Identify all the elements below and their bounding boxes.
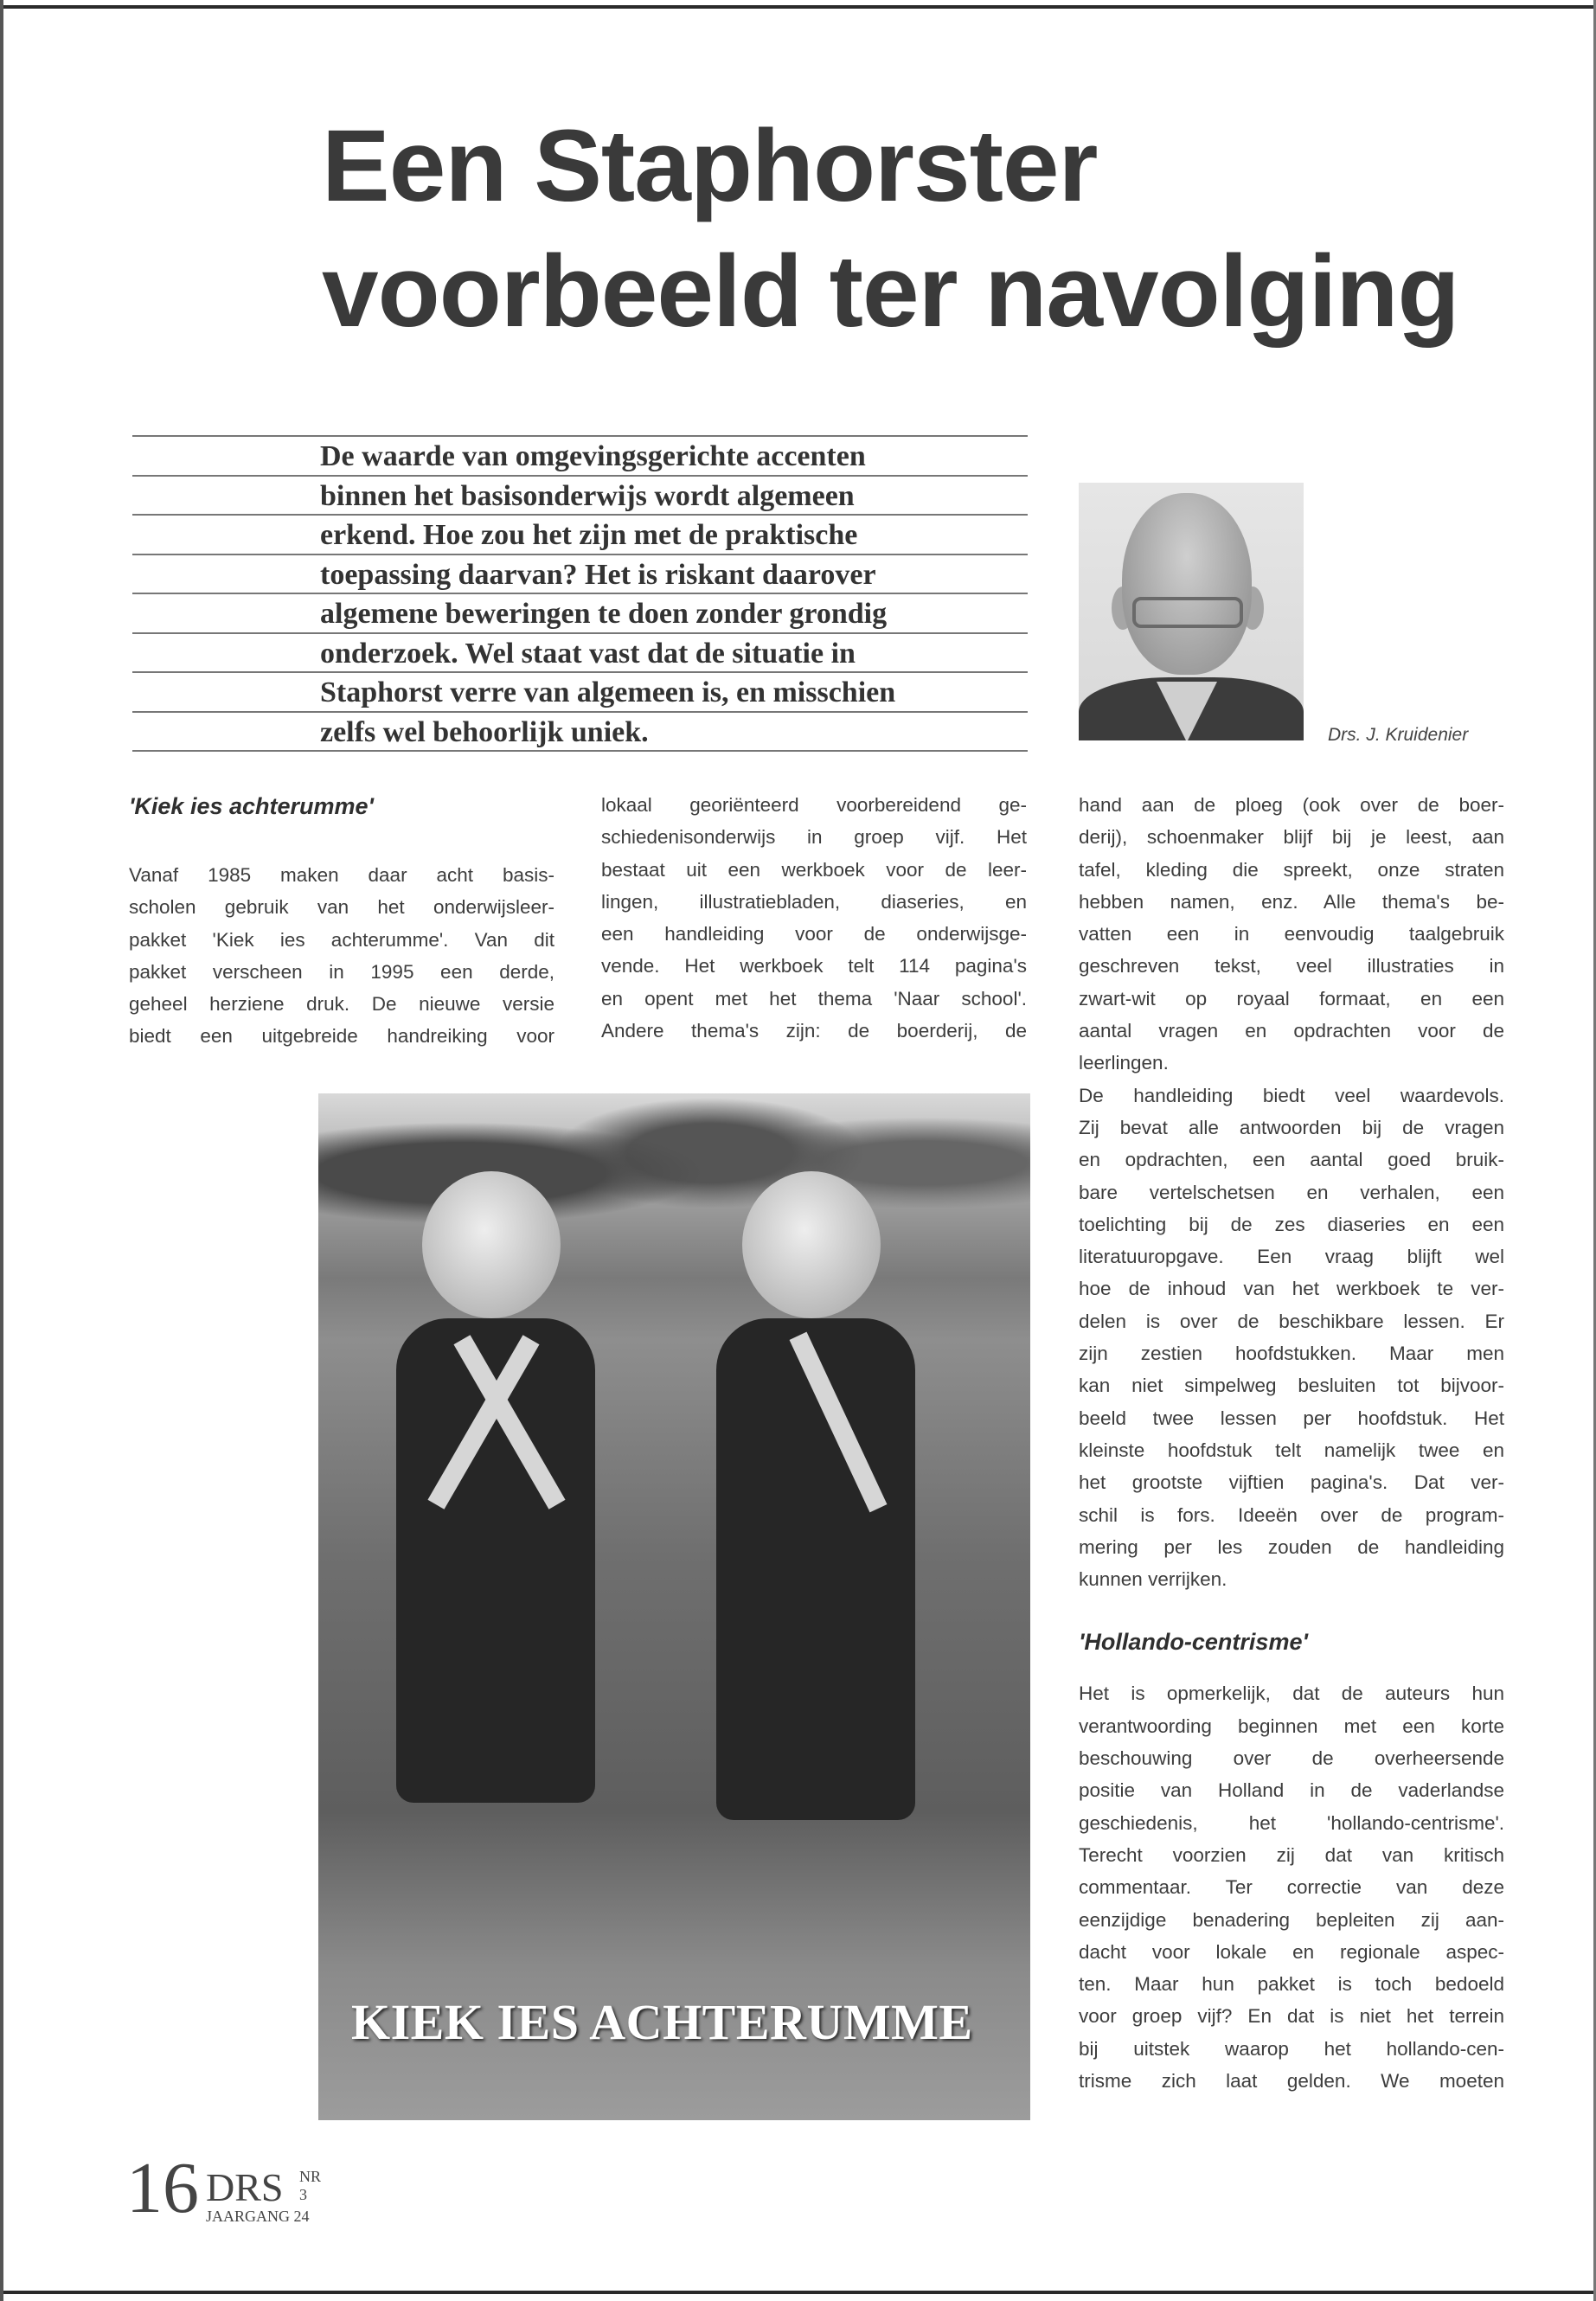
text-line: derij), schoenmaker blijf bij je leest, aan — [1079, 826, 1504, 849]
lead-line: Staphorst verre van algemeen is, en misschien — [132, 673, 1028, 713]
article-title — [322, 104, 1459, 355]
text-line: lingen, illustratiebladen, diaseries, en — [601, 890, 1027, 913]
page-bottom-border — [0, 2291, 1596, 2294]
text-line: bij uitstek waarop het hollando-cen- — [1079, 2037, 1504, 2060]
lead-line: toepassing daarvan? Het is riskant daarover — [132, 555, 1028, 595]
text-line: zwart-wit op royaal formaat, en een — [1079, 987, 1504, 1009]
text-line: De handleiding biedt veel waardevols. — [1079, 1084, 1504, 1106]
column-2 — [601, 789, 1027, 1047]
lead-line: erkend. Hoe zou het zijn met de praktische — [132, 516, 1028, 555]
column-3 — [1079, 789, 1504, 2097]
text-line: aantal vragen en opdrachten voor de — [1079, 1020, 1504, 1042]
author-portrait — [1079, 483, 1304, 740]
title-line-1: Een Staphorster — [322, 109, 1098, 223]
text-line: Zij bevat alle antwoorden bij de vragen — [1079, 1116, 1504, 1138]
text-line: literatuuropgave. Een vraag blijft wel — [1079, 1246, 1504, 1268]
text-line: Het is opmerkelijk, dat de auteurs hun — [1079, 1682, 1504, 1705]
text-line: schil is fors. Ideeën over de program- — [1079, 1503, 1504, 1526]
text-line: vende. Het werkboek telt 114 pagina's — [601, 955, 1027, 977]
text-line: Vanaf 1985 maken daar acht basis- — [129, 864, 554, 886]
text-line: Terecht voorzien zij dat van kritisch — [1079, 1843, 1504, 1866]
magazine-name: DRS — [206, 2165, 284, 2209]
text-line: kan niet simpelweg besluiten tot bijvoor- — [1079, 1375, 1504, 1397]
text-line: lokaal georiënteerd voorbereidend ge- — [601, 794, 1027, 816]
page-number: 16 — [126, 2148, 199, 2228]
page-top-border — [0, 5, 1596, 9]
text-line: mering per les zouden de handleiding — [1079, 1535, 1504, 1558]
lead-line: zelfs wel behoorlijk uniek. — [132, 713, 1028, 753]
text-line: en opent met het thema 'Naar school'. — [601, 987, 1027, 1009]
photo-overlay-title: KIEK IES ACHTERUMME — [351, 1994, 973, 2050]
lead-line: binnen het basisonderwijs wordt algemeen — [132, 477, 1028, 516]
text-line: dacht voor lokale en regionale aspec- — [1079, 1940, 1504, 1963]
text-line: hebben namen, enz. Alle thema's be- — [1079, 890, 1504, 913]
portrait-head — [1122, 493, 1252, 675]
text-line: schiedenisonderwijs in groep vijf. Het — [601, 826, 1027, 849]
text-line: toelichting bij de zes diaseries en een — [1079, 1213, 1504, 1235]
text-line: hand aan de ploeg (ook over de boer- — [1079, 794, 1504, 816]
portrait-caption: Drs. J. Kruidenier — [1328, 725, 1469, 745]
text-line: eenzijdige benadering bepleiten zij aan- — [1079, 1908, 1504, 1931]
text-line: pakket verscheen in 1995 een derde, — [129, 960, 554, 983]
text-line: trisme zich laat gelden. We moeten — [1079, 2069, 1504, 2092]
text-line: bare vertelschetsen en verhalen, een — [1079, 1181, 1504, 1203]
text-line: commentaar. Ter correctie van deze — [1079, 1876, 1504, 1899]
title-line-2: voorbeeld ter navolging — [322, 234, 1459, 349]
lead-line: algemene beweringen te doen zonder grondig — [132, 594, 1028, 634]
text-line: het grootste vijftien pagina's. Dat ver- — [1079, 1471, 1504, 1494]
section-heading: 'Kiek ies achterumme' — [129, 793, 374, 819]
text-line: voor groep vijf? En dat is niet het terrein — [1079, 2005, 1504, 2028]
text-line: zijn zestien hoofdstukken. Maar men — [1079, 1343, 1504, 1365]
text-line: geschiedenis, het 'hollando-centrisme'. — [1079, 1811, 1504, 1834]
text-line: positie van Holland in de vaderlandse — [1079, 1779, 1504, 1802]
column-1 — [129, 791, 554, 1053]
page-left-edge — [0, 0, 3, 2301]
issue-number: NR 3 — [299, 2168, 322, 2203]
portrait-glasses — [1132, 597, 1243, 628]
text-line: biedt een uitgebreide handreiking voor — [129, 1025, 554, 1048]
volume-label: JAARGANG 24 — [206, 2208, 310, 2225]
text-line: kunnen verrijken. — [1079, 1568, 1227, 1591]
lead-paragraph — [132, 435, 1028, 752]
text-line: delen is over de beschikbare lessen. Er — [1079, 1310, 1504, 1332]
text-line: leerlingen. — [1079, 1052, 1169, 1074]
text-line: verantwoording beginnen met een korte — [1079, 1715, 1504, 1737]
text-line: een handleiding voor de onderwijsge- — [601, 923, 1027, 945]
text-line: pakket 'Kiek ies achterumme'. Van dit — [129, 928, 554, 951]
text-line: beeld twee lessen per hoofdstuk. Het — [1079, 1407, 1504, 1429]
text-line: Andere thema's zijn: de boerderij, de — [601, 1020, 1027, 1042]
section-heading: 'Hollando-centrisme' — [1079, 1629, 1308, 1656]
text-line: geheel herziene druk. De nieuwe versie — [129, 993, 554, 1016]
text-line: kleinste hoofdstuk telt namelijk twee en — [1079, 1439, 1504, 1461]
lead-line: onderzoek. Wel staat vast dat de situatie in — [132, 634, 1028, 674]
text-line: scholen gebruik van het onderwijsleer- — [129, 896, 554, 919]
children-photo — [318, 1093, 1030, 2120]
text-line: en opdrachten, een aantal goed bruik- — [1079, 1149, 1504, 1171]
text-line: tafel, kleding die spreekt, onze straten — [1079, 858, 1504, 881]
text-line: hoe de inhoud van het werkboek te ver- — [1079, 1278, 1504, 1300]
text-line: geschreven tekst, veel illustraties in — [1079, 955, 1504, 977]
text-line: ten. Maar hun pakket is toch bedoeld — [1079, 1973, 1504, 1996]
text-line: beschouwing over de overheersende — [1079, 1747, 1504, 1770]
lead-line: De waarde van omgevingsgerichte accenten — [132, 437, 1028, 477]
text-line: bestaat uit een werkboek voor de leer- — [601, 858, 1027, 881]
text-line: vatten een in eenvoudig taalgebruik — [1079, 923, 1504, 945]
